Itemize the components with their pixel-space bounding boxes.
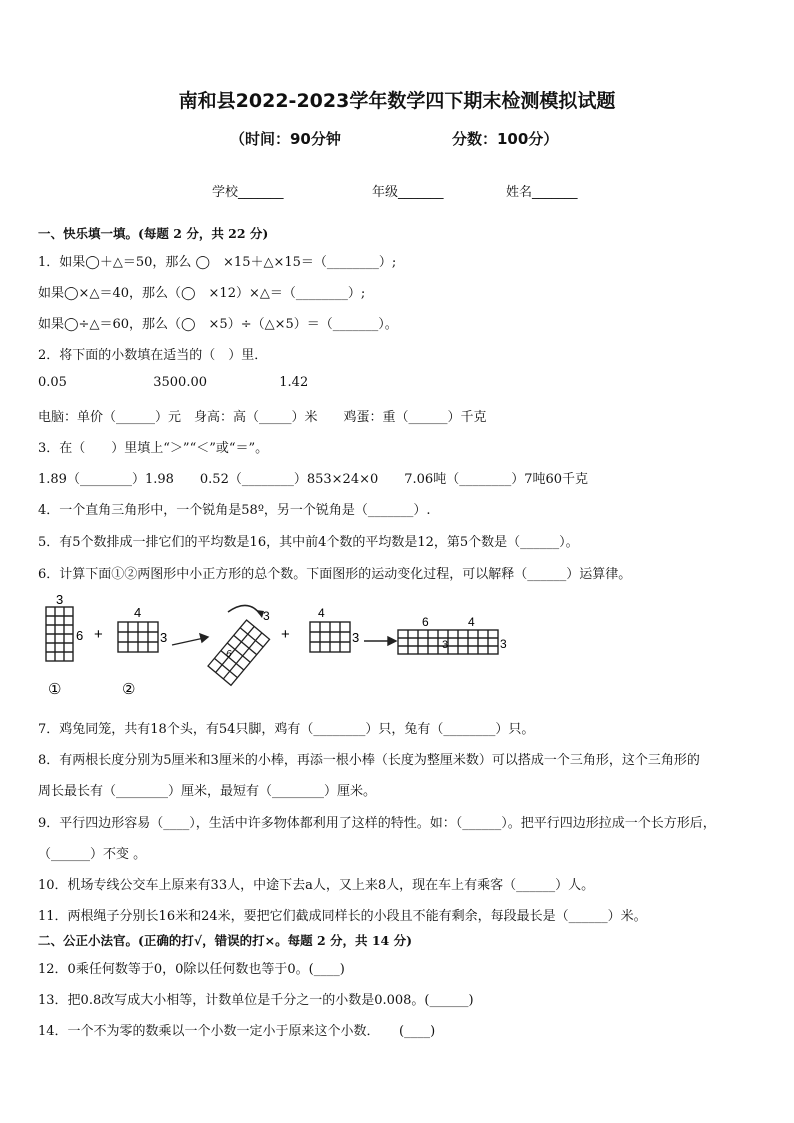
label-4-copy: 4 xyxy=(318,606,325,620)
question-2: 2．将下面的小数填在适当的（ ）里． xyxy=(38,348,268,363)
time-limit: （时间：90分钟 xyxy=(230,130,341,148)
label-3-mid: 3 xyxy=(442,639,449,651)
question-4: 4．一个直角三角形中，一个锐角是58º，另一个锐角是（_______）. xyxy=(38,503,431,518)
label-6-rot: 6 xyxy=(226,649,232,660)
total-score: 分数：100分） xyxy=(452,130,559,148)
label-3-end: 3 xyxy=(500,637,507,651)
section-1-heading: 一、快乐填一填。(每题 2 分，共 22 分) xyxy=(38,226,269,241)
decimal-3: 1.42 xyxy=(279,375,309,390)
arrow-icon-2 xyxy=(364,637,396,645)
rotation-arrow-icon xyxy=(228,605,260,614)
label-6: 6 xyxy=(76,628,84,643)
decimal-1: 0.05 xyxy=(38,375,67,390)
grid-figure-2 xyxy=(118,622,158,652)
section-2-heading: 二、公正小法官。(正确的打√，错误的打×。每题 2 分，共 14 分) xyxy=(38,933,413,948)
label-4-combined: 4 xyxy=(468,615,475,629)
question-9a: 9．平行四边形容易（____），生活中许多物体都利用了这样的特性。如：（______）。把平行四边形拉成一个长方形后， xyxy=(38,816,716,831)
question-8b: 周长最长有（________）厘米，最短有（________）厘米。 xyxy=(38,784,377,799)
question-1c: 如果◯÷△＝60，那么（◯ ×5）÷（△×5）＝（_______）。 xyxy=(38,317,398,332)
exam-meta xyxy=(230,128,610,149)
question-1a: 1．如果◯＋△＝50，那么 ◯ ×15＋△×15＝（________）; xyxy=(38,255,397,270)
arrow-icon xyxy=(172,634,208,645)
label-figure-1: ① xyxy=(48,681,62,698)
label-3-copy: 3 xyxy=(352,630,360,645)
question-14: 14．一个不为零的数乘以一个小数一定小于原来这个小数． (____) xyxy=(38,1024,436,1039)
question-2-numbers xyxy=(38,375,308,390)
question-9b: （______）不变 。 xyxy=(38,847,147,862)
question-6: 6．计算下面①②两图形中小正方形的总个数。下面图形的运动变化过程，可以解释（______）运算律。 xyxy=(38,567,632,582)
question-10: 10．机场专线公交车上原来有33人，中途下去a人，又上来8人，现在车上有乘客（______）人。 xyxy=(38,878,595,893)
plus-sign-2: + xyxy=(281,626,290,643)
question-2b: 电脑：单价（______）元 身高：高（_____）米 鸡蛋：重（______）千克 xyxy=(38,410,487,425)
name-field[interactable]: 姓名_______ xyxy=(506,185,578,200)
question-6-figure xyxy=(38,592,508,702)
label-3-rot: 3 xyxy=(263,609,270,623)
question-3b: 1.89（________）1.98 0.52（________）853×24×0 7.06吨（________）7吨60千克 xyxy=(38,472,589,487)
question-1b: 如果◯×△＝40，那么（◯ ×12）×△＝（________）; xyxy=(38,286,366,301)
grid-figure-1 xyxy=(46,607,73,661)
school-field[interactable]: 学校_______ xyxy=(212,185,284,200)
question-8a: 8．有两根长度分别为5厘米和3厘米的小棒，再添一根小棒（长度为整厘米数）可以搭成一个三角形，这个三角形的 xyxy=(38,753,700,768)
label-3: 3 xyxy=(56,592,64,607)
question-7: 7．鸡兔同笼，共有18个头，有54只脚，鸡有（________）只，兔有（________）只。 xyxy=(38,722,535,737)
page-title: 南和县2022-2023学年数学四下期末检测模拟试题 xyxy=(178,90,616,112)
rotating-grid-figure xyxy=(208,620,270,685)
question-12: 12．0乘任何数等于0，0除以任何数也等于0。(____) xyxy=(38,962,345,977)
label-figure-2: ② xyxy=(122,681,136,698)
question-13: 13．把0.8改写成大小相等，计数单位是千分之一的小数是0.008。(______) xyxy=(38,993,474,1008)
grid-figure-2-copy xyxy=(310,622,350,652)
question-3: 3．在（ ）里填上“＞”“＜”或“＝”。 xyxy=(38,441,269,456)
question-5: 5．有5个数排成一排它们的平均数是16，其中前4个数的平均数是12，第5个数是（______）。 xyxy=(38,535,579,550)
label-3-right: 3 xyxy=(160,630,168,645)
plus-sign: + xyxy=(94,626,103,643)
label-6-combined: 6 xyxy=(422,615,429,629)
question-11: 11．两根绳子分别长16米和24米，要把它们截成同样长的小段且不能有剩余，每段最长是（______）米。 xyxy=(38,909,647,924)
decimal-2: 3500.00 xyxy=(153,375,207,390)
grade-field[interactable]: 年级_______ xyxy=(372,185,444,200)
label-4: 4 xyxy=(134,605,142,620)
